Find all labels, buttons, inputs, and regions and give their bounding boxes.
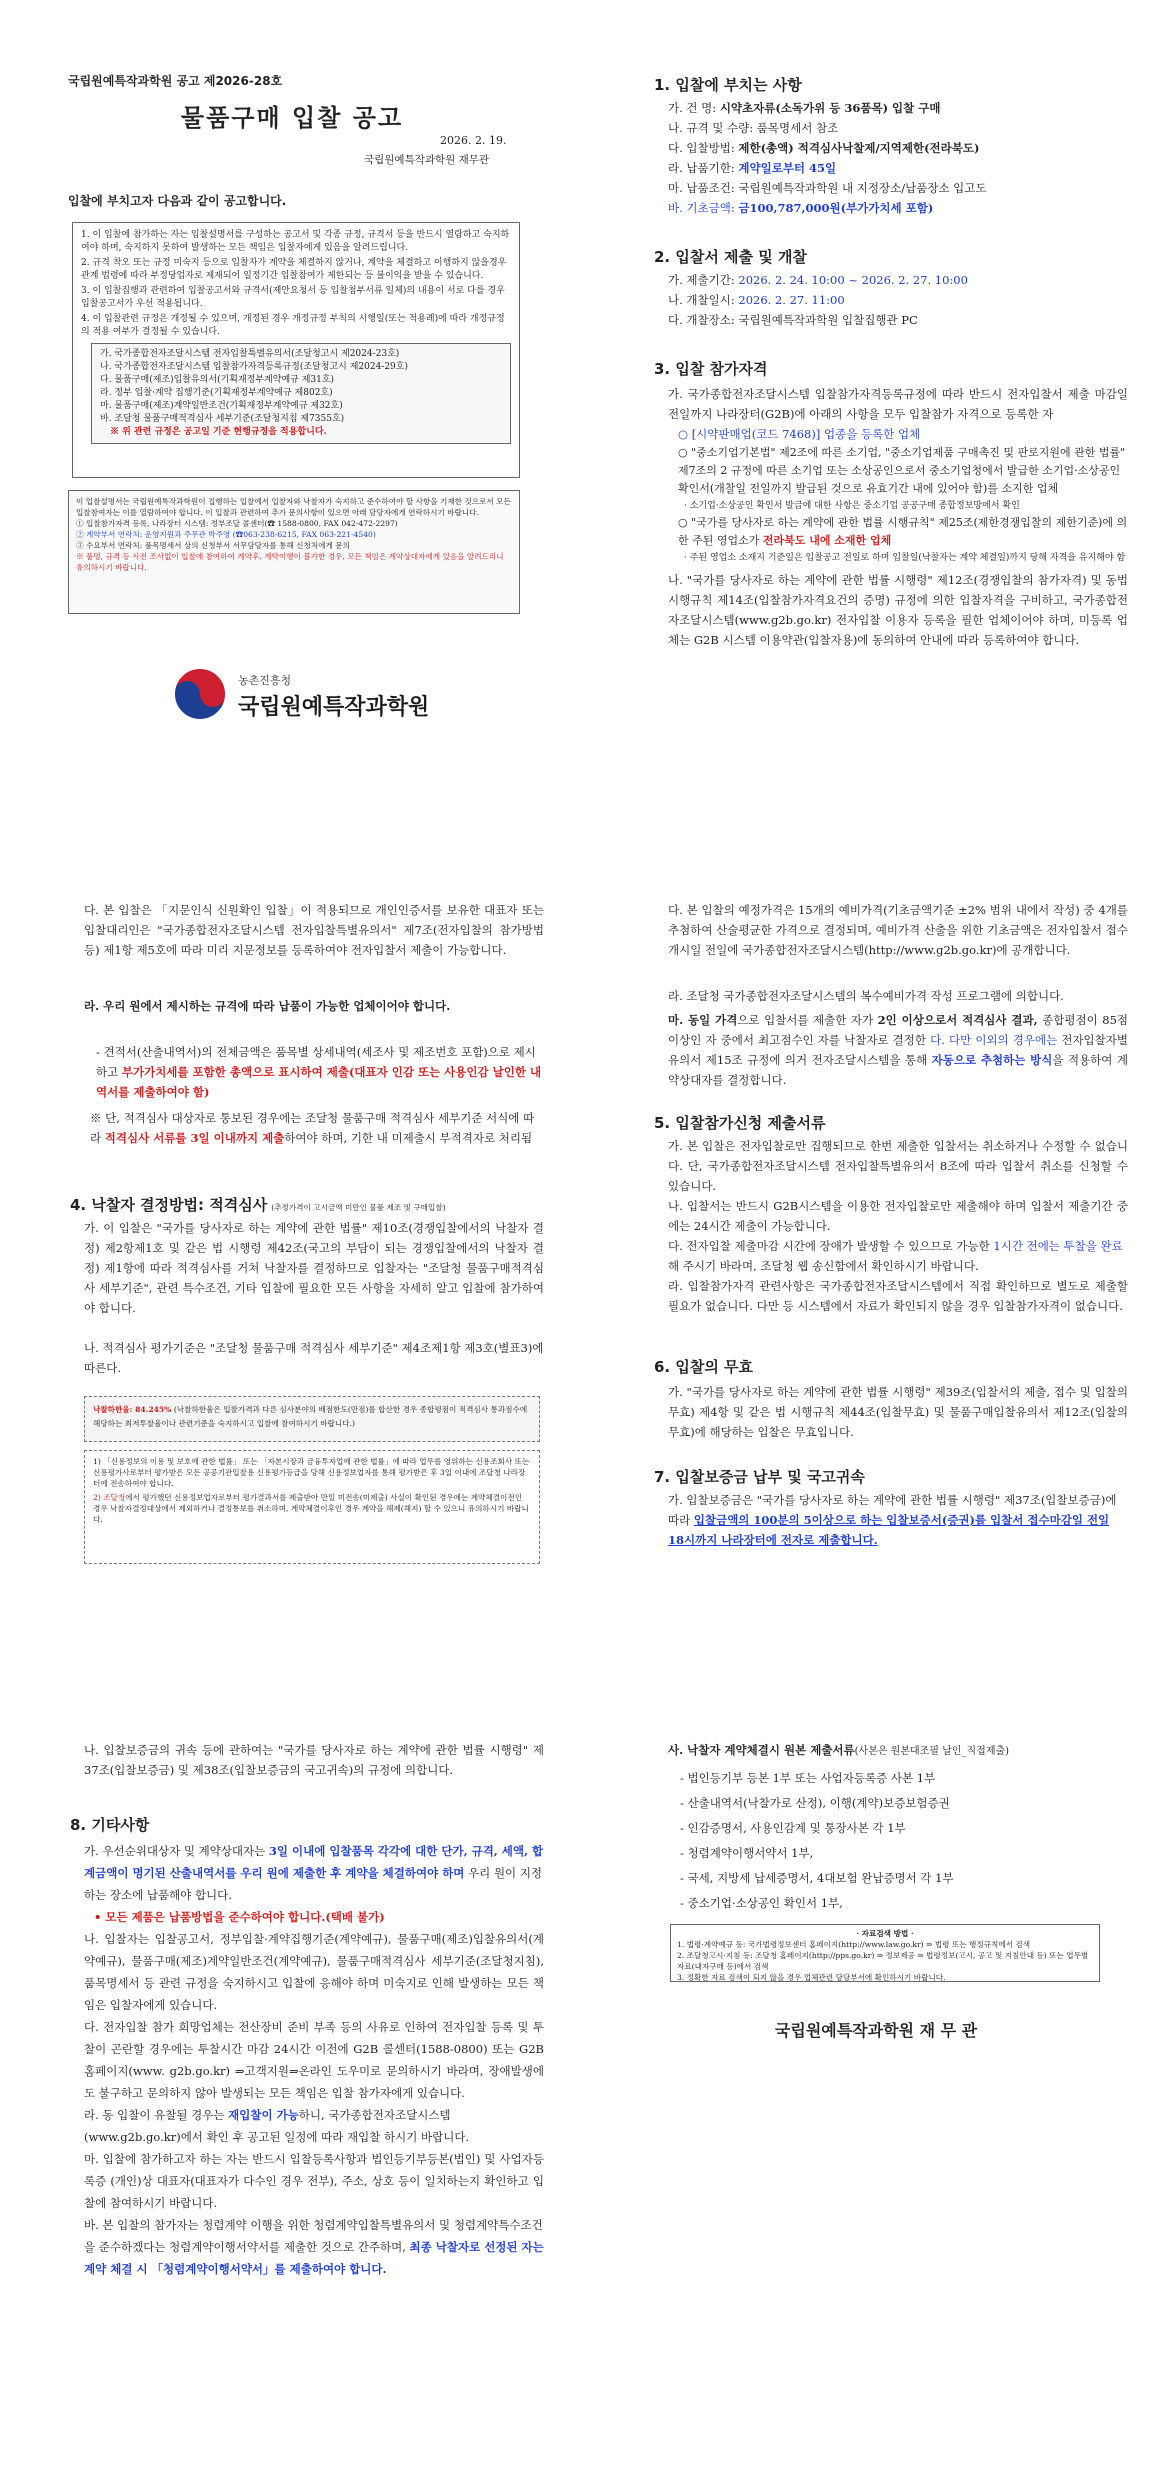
list-item: - 청렴계약이행서약서 1부,: [680, 1846, 814, 1860]
notice-number: 국립원예특작과학원 공고 제2026-28호: [68, 74, 283, 88]
tie-text-blue: 다. 다만 이외의 경우에는: [930, 1033, 1058, 1047]
item-label: 가. 건 명:: [668, 101, 720, 115]
base-amount-value: 금100,787,000원(부가가치세 포함): [738, 201, 934, 215]
section-8-g-sub: (사본은 원본대조필 날인_직접제출): [854, 1746, 1010, 1757]
list-item: - 인감증명서, 사용인감계 및 통장사본 각 1부: [680, 1821, 906, 1835]
contact-line: ② 계약부서 연락처: 운영지원과 주무관 박주영 (☎063-238-6215, FAX 063-221-4540): [76, 530, 376, 539]
qualification-note: · 소기업·소상공인 확인서 발급에 대한 사항은 중소기업 공공구매 종합정보망에서 확인: [684, 501, 1020, 511]
section-5-title: 5. 입찰참가신청 제출서류: [654, 1114, 826, 1132]
spec-clause: 라. 우리 원에서 제시하는 규격에 따라 납품이 가능한 업체이어야 합니다.: [84, 999, 451, 1013]
section-1-items: [668, 98, 1128, 218]
rules-box: [72, 222, 520, 478]
region-requirement: 전라북도 내에 소재한 업체: [762, 534, 892, 547]
statement-requirement: 3일 이내에 입찰품목 각각에 대한 단가, 규격, 세액, 합계금액이 명기된 산출내역서를 우리 원에 제출한 후 계약을 체결하여야 하며: [84, 1844, 544, 1880]
regulations-box: [91, 343, 511, 444]
regulation-item: 라. 정부 입찰·계약 집행기준(기획재정부계약예규 제802호): [100, 388, 333, 398]
opening-place: 다. 개찰장소: 국립원예특작과학원 입찰집행관 PC: [668, 313, 918, 327]
notice-title: 물품구매 입찰 공고: [180, 103, 404, 132]
section-4-b: 나. 적격심사 평가기준은 "조달청 물품구매 적격심사 세부기준" 제4조제1항 제3호(별표3)에 따른다.: [84, 1341, 544, 1375]
section-6-a: 가. "국가를 당사자로 하는 계약에 관한 법률 시행령" 제39조(입찰서의 제출, 접수 및 입찰의 무효) 제4항 및 같은 법 시행규칙 제44조(입찰무효) 및 물품구매입찰유의서 제12조(입찰의 무효)에 해당하는 입찰은 무효입니다.: [668, 1385, 1128, 1439]
submission-period: 2026. 2. 24. 10:00 ~ 2026. 2. 27. 10:00: [738, 273, 968, 287]
lower-limit-box: [84, 1396, 540, 1442]
tie-clause: [668, 1010, 1128, 1090]
bid-bond-requirement: 입찰금액의 100분의 5이상으로 하는 입찰보증서(증권)를 입찰서 접수마감일 전일 18시까지 나라장터에 전자로 제출합니다.: [668, 1513, 1110, 1547]
item-label: 바. 기초금액:: [668, 201, 739, 215]
contact-line: ① 입찰참가자격 등록, 나라장터 시스템: 정부조달 콜센터(☎ 1588-0800, FAX 042-472-2297): [76, 519, 398, 528]
section-8-f: 바. 본 입찰의 참가자는 청렴계약 이행을 위한 청렴계약입찰특별유의서 및 청렴계약특수조건을 준수하겠다는 청렴계약이행서약서를 제출한 것으로 간주하며,: [84, 2218, 543, 2254]
section-8-d-end: 하니, 국가종합전자조달시스템(www.g2b.go.kr)에서 확인 후 공고된 일정에 따라 재입찰 하시기 바랍니다.: [84, 2108, 470, 2144]
section-8-d: 라. 동 입찰이 유찰될 경우는: [84, 2108, 229, 2122]
contact-box: [68, 490, 520, 614]
reference-line: 1. 법령·계약예규 등: 국가법령정보센터 홈페이지(http://www.law.go.kr) ⇒ 법령 또는 행정규칙에서 검색: [677, 1940, 1031, 1949]
section-7-a: 가. 입찰보증금은 "국가를 당사자로 하는 계약에 관한 법률 시행령" 제37조(입찰보증금)에 따라: [668, 1493, 1117, 1527]
section-3-items: [668, 384, 1128, 650]
signature: 국립원예특작과학원 재 무 관: [774, 2021, 978, 2040]
delivery-method-note: • 모든 제품은 납품방법을 준수하여야 합니다.(택배 불가): [94, 1910, 385, 1924]
tie-text-bold: 2인 이상으로서 적격심사 결과,: [877, 1013, 1038, 1027]
section-1-title: 1. 입찰에 부치는 사항: [654, 76, 802, 94]
item-label: 나. 개찰일시:: [668, 293, 739, 307]
item-spec: 나. 규격 및 수량: 품목명세서 참조: [668, 121, 839, 135]
estimate-clause: - 견적서(산출내역서)의 전체금액은 품목별 상세내역(세조사 및 제조번호 포함)으로 제시하고: [96, 1045, 536, 1079]
document-list: [680, 1766, 1120, 1916]
page-1: [0, 0, 584, 826]
section-4-title: 4. 낙찰자 결정방법: 적격심사: [70, 1196, 268, 1214]
section-4-a: 가. 이 입찰은 "국가를 당사자로 하는 계약에 관한 법률" 제10조(경쟁입찰에서의 낙찰자 결정) 제2항제1호 및 같은 법 시행령 제42조(국고의 부담이 되는 경쟁입찰에서의 낙찰자 결정) 제1항에 따라 적격심사를 거쳐 낙찰자를 결정하므로 입찰자는 "조달청 물품구매적격심사 세부기준", 관련 특수조건, 기타 입찰에 필요한 모든 사항을 자세히 알고 입찰에 참가하여야 합니다.: [84, 1221, 544, 1315]
rule-item: 4. 이 입찰관련 규정은 개정될 수 있으며, 개정된 경우 개정규정 부칙의 시행일(또는 적용례)에 따라 개정규정의 적용 여부가 결정될 수 있습니다.: [81, 314, 505, 337]
regulation-item: 마. 물품구매(제조)계약일반조건(기획재정부계약예규 제32호): [100, 401, 343, 411]
delivery-deadline-value: 계약일로부터 45일: [738, 161, 837, 175]
tie-text: 을 적용하여 계약상대자를 결정합니다.: [668, 1053, 1128, 1087]
tie-label: 마. 동일 가격: [668, 1013, 738, 1027]
section-5-c-end: 해 주시기 바라며, 조달청 웹 송신함에서 확인하시기 바랍니다.: [668, 1259, 979, 1273]
item-label: 가. 제출기간:: [668, 273, 739, 287]
regulation-item: 나. 국가종합전자조달시스템 입찰참가자격등록규정(조달청고시 제2024-29호): [100, 362, 408, 372]
section-8-a: 가. 우선순위대상자 및 계약상대자는: [84, 1844, 269, 1858]
regulation-item: 바. 조달청 물품구매적격심사 세부기준(조달청지침 제7355호): [100, 414, 345, 424]
lower-limit-note: (낙찰하한율은 입찰가격과 다른 심사분야의 배점한도(만점)를 합산한 경우 종합평점이 적격심사 통과점수에 해당하는 최저투찰율이나 관련기준을 숙지하시고 입찰에 참여하시기 바랍니다.): [93, 1405, 528, 1428]
section-8-c: 다. 전자입찰 참가 희망업체는 전산장비 준비 부족 등의 사유로 인하여 전자입찰 등록 및 투찰이 곤란할 경우에는 투찰시간 마감 24시간 이전에 G2B 콜센터(1588-0800) 또는 G2B홈페이지(www. g2b.go.kr) ⇒고객지원⇒온라인 도우미로 문의하시기 바라며, 장애발생에도 불구하고 문의하지 않아 발생되는 모든 책임은 입찰 참가자에게 있습니다.: [84, 2020, 544, 2100]
delivery-condition: 마. 납품조건: 국립원예특작과학원 내 지정장소/납품장소 입고도: [668, 181, 987, 195]
screening-deadline: 적격심사 서류를 3일 이내까지 제출: [104, 1131, 285, 1145]
section-5-b: 나. 입찰서는 반드시 G2B시스템을 이용한 전자입찰로만 제출해야 하며 입찰서 제출기간 중에는 24시간 제출이 가능합니다.: [668, 1199, 1128, 1233]
section-8-g: 사. 낙찰자 계약체결시 원본 제출서류: [668, 1743, 855, 1757]
lottery-method: 자동으로 추첨하는 방식: [931, 1053, 1053, 1067]
opening-datetime: 2026. 2. 27. 11:00: [738, 293, 845, 307]
taegeuk-emblem-icon: [170, 664, 230, 724]
qualification-bullet: ○ [시약판매업(코드 7468)] 업종을 등록한 업체: [678, 427, 921, 441]
rebid-note: 재입찰이 가능: [228, 2108, 299, 2122]
page-4: [584, 826, 1168, 1652]
item-label: 다. 입찰방법:: [668, 141, 739, 155]
regulation-item: 다. 물품구매(제조)입찰유의서(기획재정부계약예규 제31호): [100, 375, 335, 385]
regulation-item: 가. 국가종합전자조달시스템 전자입찰특별유의서(조달청고시 제2024-23호): [100, 349, 400, 359]
price-program-clause: 라. 조달청 국가종합전자조달시스템의 복수예비가격 작성 프로그램에 의합니다.: [668, 989, 1064, 1003]
bond-forfeit-clause: 나. 입찰보증금의 귀속 등에 관하여는 "국가를 당사자로 하는 계약에 관한 법률 시행령" 제37조(입찰보증금) 및 제38조(입찰보증금의 국고귀속)의 규정에 의합니다.: [84, 1743, 544, 1777]
fingerprint-clause: 다. 본 입찰은 「지문인식 신원확인 입찰」이 적용되므로 개인인증서를 보유한 대표자 또는 입찰대리인은 "국가종합전자조달시스템 전자입찰특별유의서" 제7조(전자입찰의 참가방법 등) 제1항 제5호에 따라 미리 지문정보를 등록하여야 전자입찰서 제출이 가능합니다.: [84, 903, 544, 957]
submit-early-note: 1시간 전에는 투찰을 완료: [993, 1239, 1123, 1253]
bid-method-value: 제한(총액) 적격심사낙찰제/지역제한(전라북도): [738, 141, 980, 155]
section-8-a-end: 우리 원이 지정하는 장소에 납품해야 합니다.: [84, 1866, 543, 1902]
page-6: [584, 1652, 1168, 2478]
list-item: - 중소기업·소상공인 확인서 1부,: [680, 1896, 843, 1910]
screening-note: ※ 단, 적격심사 대상자로 통보된 경우에는 조달청 물품구매 적격심사 세부기준 서식에 따라: [90, 1111, 535, 1145]
section-5-d: 라. 입찰참가자격 관련사항은 국가종합전자조달시스템에서 직접 확인하므로 별도로 제출할 필요가 없습니다. 다만 등 시스템에서 자료가 확인되지 않을 경우 입찰참가자격이 없습니다.: [668, 1279, 1128, 1313]
item-label: 라. 납품기한:: [668, 161, 739, 175]
item-name-value: 시약초자류(소독가위 등 36품목) 입찰 구매: [719, 101, 941, 115]
qualification-bullet: ○ "중소기업기본법" 제2조에 따른 소기업, "중소기업제품 구매촉진 및 판로지원에 관한 법률" 제7조의 2 규정에 따른 소기업 또는 소상공인으로서 중소기업청에서 발급한 소기업·소상공인 확인서(개찰일 전일까지 발급된 것으로 유효기간 내에 있어야 함)를 소지한 업체: [678, 446, 1126, 495]
list-item: - 법인등기부 등본 1부 또는 사업자등록증 사본 1부: [680, 1771, 936, 1785]
section-6-title: 6. 입찰의 무효: [654, 1358, 754, 1376]
page-5: [0, 1652, 584, 2478]
logo-name: 국립원예특작과학원: [238, 695, 430, 720]
agency-logo: [170, 664, 230, 724]
contact-warning: ※ 품명, 규격 등 사전 조사없이 입찰에 참여하여 계약후, 계약이행이 불가한 경우, 모든 책임은 계약상대자에게 있음을 알려드리니 유의하시기 바랍니다.: [76, 552, 504, 572]
tie-text: 종합평점이 85점 이상인 자 중에서 최고점수인 자를 낙찰자로 결정한: [668, 1013, 1128, 1047]
lower-limit-rate: 낙찰하한율: 84.245%: [93, 1405, 172, 1414]
contact-intro: 이 입찰설명서는 국립원예특작과학원이 집행하는 입찰에서 입찰자와 낙찰자가 숙지하고 준수하여야 할 사항을 기재한 것으로서 모든 입찰참여자는 이를 열람하여야 합니다. 이 입찰과 관련하여 추가 문의사항이 있으면 아래 담당자에게 연락하시기 바랍니다.: [76, 497, 511, 517]
reference-line: 2. 조달청고시·지침 등: 조달청 홈페이지(http://pps.go.kr) ⇒ 정보제공 ⇒ 법령정보(고시, 공고 및 지침안내 등) 또는 업무별 자료(내자구매 등)에서 검색: [677, 1951, 1089, 1971]
section-5-a: 가. 본 입찰은 전자입찰로만 집행되므로 한번 제출한 입찰서는 취소하거나 수정할 수 없습니다. 단, 국가종합전자조달시스템 전자입찰특별유의서 8조에 따라 입찰서 취소를 신청할 수 있습니다.: [668, 1139, 1128, 1193]
qualification-note: · 주된 영업소 소재지 기준일은 입찰공고 전일로 하며 입찰일(낙찰자는 계약 체결일)까지 당해 자격을 유지해야 함: [684, 553, 1126, 563]
reference-line: 3. 정확한 자료 검색이 되지 않을 경우 업체관련 담당부서에 확인하시기 바랍니다.: [677, 1973, 946, 1982]
tie-text: 으로 입찰서를 제출한 자가: [737, 1013, 878, 1027]
page-2: [584, 0, 1168, 826]
integrity-pledge-note: 최종 낙찰자로 선정된 자는 계약 체결 시 「청렴계약이행서약서」를 제출하여야 합니다.: [84, 2240, 544, 2276]
notice-date: 2026. 2. 19.: [440, 134, 507, 147]
credit-info-box: [84, 1450, 540, 1564]
estimated-price-clause: 다. 본 입찰의 예정가격은 15개의 예비가격(기초금액기준 ±2% 범위 내에서 작성) 중 4개를 추첨하여 산술평균한 가격으로 결정되며, 예비가격 산출을 위한 기초금액은 전자입찰서 접수개시일 전일에 국가종합전자조달시스템(http://www.g2b.go.kr)에 공개합니다.: [668, 903, 1128, 957]
credit-note-1: 1) 「신용정보의 이용 및 보호에 관한 법률」 또는 「자본시장과 금융투자업에 관한 법률」에 따라 업무를 영위하는 신용조회사 또는 신용평가사로부터 평가받은 모든 공공기관입찰용 신용평가등급을 당해 신용정보업자를 통해 평가받은 후 3일 이내에 조달청 나라장터에 전송하여야 합니다.: [93, 1457, 530, 1488]
section-7-title: 7. 입찰보증금 납부 및 국고귀속: [654, 1468, 865, 1486]
logo-top-text: 농촌진흥청: [238, 674, 292, 687]
section-3-title: 3. 입찰 참가자격: [654, 360, 768, 378]
section-8-e: 마. 입찰에 참가하고자 하는 자는 반드시 입찰등록사항과 법인등기부등본(법인) 및 사업자등록증 (개인)상 대표자(대표자가 다수인 경우 전부), 주소, 상호 등이 일치하는지 확인하고 입찰에 참여하시기 바랍니다.: [84, 2152, 544, 2210]
intro-text: 입찰에 부치고자 다음과 같이 공고합니다.: [68, 194, 287, 208]
tie-text: 전자입찰자별유의서 제15조 규정에 의거 전자조달시스템을 통해: [668, 1033, 1128, 1067]
credit-note-2-label: 2) 조달청: [93, 1493, 126, 1502]
rule-item: 1. 이 입찰에 참가하는 자는 입찰설명서를 구성하는 공고서 및 각종 규정, 규격서 등을 반드시 열람하고 숙지하여야 하며, 숙지하지 못하여 발생하는 모든 책임은 입찰자에게 있음을 알려드립니다.: [81, 230, 510, 253]
section-4-subtitle: (추정가격이 고시금액 미만인 물품 제조 및 구매입찰): [271, 1203, 446, 1212]
section-2-title: 2. 입찰서 제출 및 개찰: [654, 248, 807, 266]
screening-note-end: 하여야 하며, 기한 내 미제출시 부적격자로 처리됨: [284, 1131, 533, 1145]
notice-issuer: 국립원예특작과학원 재무관: [364, 154, 490, 166]
rule-item: 3. 이 입찰집행과 관련하여 입찰공고서와 규격서(제안요청서 등 입찰첨부서류 일체)의 내용이 서로 다를 경우 입찰공고서가 우선 적용됩니다.: [81, 286, 505, 309]
regulations-note: ※ 위 관련 규정은 공고일 기준 현행규정을 적용합니다.: [110, 427, 327, 437]
contact-line: ③ 수요부서 연락처: 품목명세서 상의 신청부서 서무담당자를 통해 신청처에게 문의: [76, 541, 350, 550]
credit-note-2: 에서 평가했던 신용정보업자로부터 평가결과서를 제출받아 만일 미전송(미제출) 사실이 확인된 경우에는 계약체결이전인 경우 낙찰자결정대상에서 제외하거나 결정통보를 취소하며, 계약체결이후인 경우 계약을 해제(해지) 할 수 있으니 유의하시기 바랍니다.: [93, 1493, 529, 1524]
list-item: - 국세, 지방세 납세증명서, 4대보험 완납증명서 각 1부: [680, 1871, 954, 1885]
section-8-b: 나. 입찰자는 입찰공고서, 정부입찰·계약집행기준(계약예규), 물품구매(제조)입찰유의서(계약예규), 물품구매(제조)계약일반조건(계약예규), 물품구매적격심사 세부기준(조달청지침), 품목명세서 등 관련 규정을 숙지하시고 입찰에 응해야 하며 미숙지로 인해 발생하는 모든 책임은 입찰자에게 있습니다.: [84, 1932, 544, 2012]
qualification-bullet: ○ "국가를 당사자로 하는 계약에 관한 법률 시행규칙" 제25조(제한경쟁입찰의 제한기준)에 의한 주된 영업소가: [678, 516, 1128, 547]
list-item: - 산출내역서(낙찰가로 산정), 이행(계약)보증보험증권: [680, 1796, 950, 1810]
rule-item: 2. 규격 착오 또는 규정 미숙지 등으로 입찰자가 계약을 체결하지 않거나, 계약을 체결하고 이행하지 않을경우 관계 법령에 따라 부정당업자로 제재되어 일정기간 입찰참여가 제한되는 등 불이익을 받을 수 있습니다.: [81, 258, 507, 281]
section-2-items: [668, 270, 1128, 330]
reference-box: [670, 1924, 1100, 1982]
section-8-items: [84, 1840, 544, 2280]
section-8-title: 8. 기타사항: [70, 1816, 150, 1834]
estimate-requirement: 부가가치세를 포함한 총액으로 표시하여 제출(대표자 인감 또는 사용인감 날인한 내역서를 제출하여야 함): [96, 1065, 542, 1099]
section-5-c: 다. 전자입찰 제출마감 시간에 장애가 발생할 수 있으므로 가능한: [668, 1239, 994, 1253]
reference-title: · 자료검색 방법 ·: [856, 1929, 914, 1938]
section-5-items: [668, 1136, 1128, 1316]
qualification-a: 가. 국가종합전자조달시스템 입찰참가자격등록규정에 따라 반드시 전자입찰서 제출 마감일 전일까지 나라장터(G2B)에 아래의 사항을 모두 입찰참가 자격으로 등록한 자: [668, 387, 1128, 421]
page-3: [0, 826, 584, 1652]
qualification-b: 나. "국가를 당사자로 하는 계약에 관한 법률 시행령" 제12조(경쟁입찰의 참가자격) 및 동법 시행규칙 제14조(입찰참가자격요건의 증명) 규정에 의한 입찰자격을 구비하고, 국가종합전자조달시스템(www.g2b.go.kr) 전자입찰 이용자 등록을 필한 업체이어야 하며, 미등록 업체는 G2B 시스템 이용약관(입찰자용)에 동의하여 안내에 따라 등록하여야 합니다.: [668, 573, 1128, 647]
